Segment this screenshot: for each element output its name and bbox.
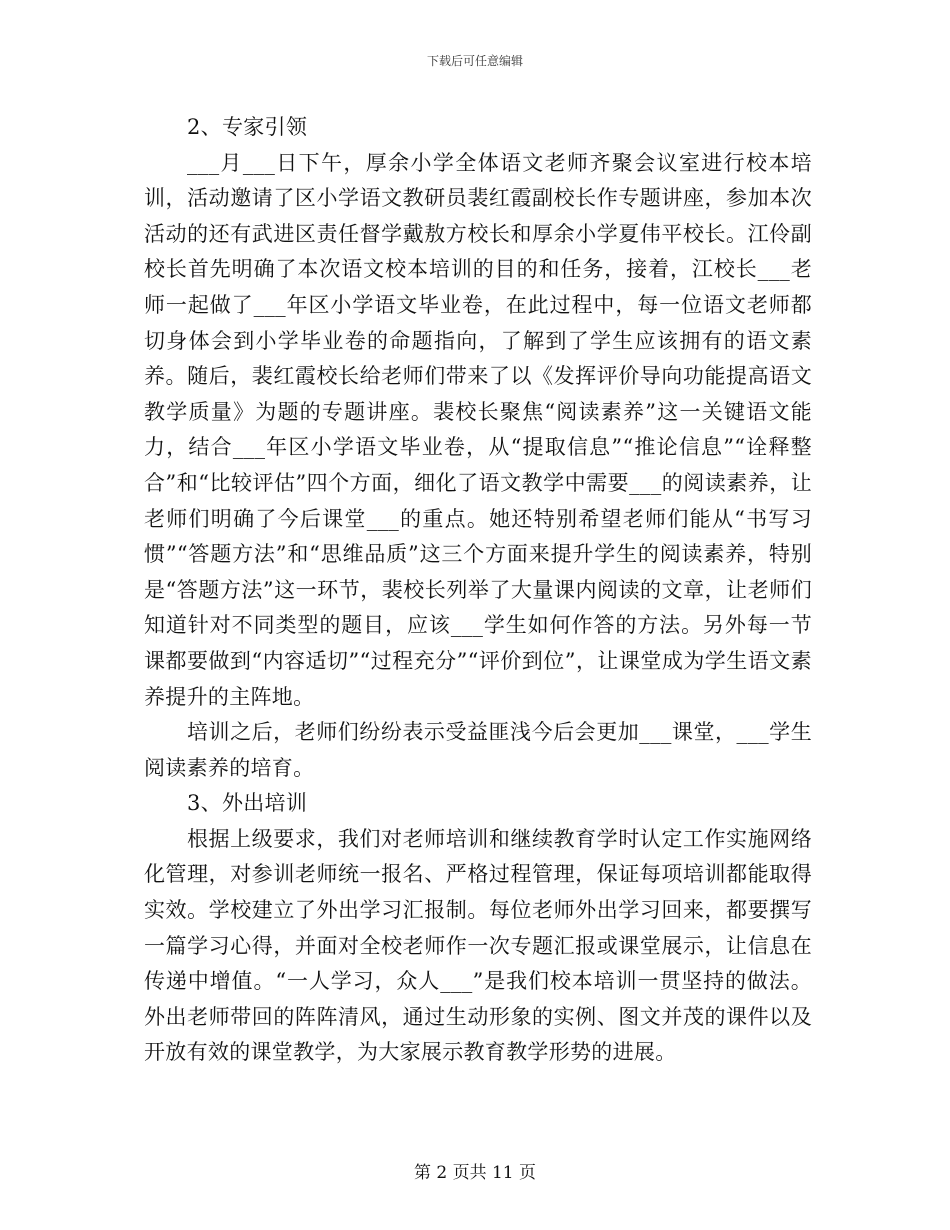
- section-heading-external-training: 3、外出培训: [187, 791, 308, 816]
- page-header-note: 下载后可任意编辑: [426, 54, 523, 68]
- section-heading-expert-guidance: 2、专家引领: [187, 115, 308, 139]
- paragraph-external-training: 根据上级要求，我们对老师培训和继续教育学时认定工作实施网络化管理，对参训老师统一报名、严格过程管理，保证每项培训都能取得实效。学校建立了外出学习汇报制。每位老师外出学习回来，都要撰写一篇学习心得，并面对全校老师作一次专题汇报或课堂展示，让信息在传递中增值。“一人学习，众人___”是我们校本培训一贯坚持的做法。外出老师带回的阵阵清风，通过生动形象的实例、图文并茂的课件以及开放有效的课堂教学，为大家展示教育教学形势的进展。: [144, 826, 812, 1065]
- page-number: 第 2 页共 11 页: [413, 1163, 537, 1183]
- paragraph-training-feedback: 培训之后，老师们纷纷表示受益匪浅今后会更加___课堂，___学生阅读素养的培育。: [144, 720, 812, 780]
- document-body: [144, 110, 812, 1071]
- paragraph-expert-lecture: ___月___日下午，厚余小学全体语文老师齐聚会议室进行校本培训，活动邀请了区小学语文教研员裴红霞副校长作专题讲座，参加本次活动的还有武进区责任督学戴敖方校长和厚余小学夏伟平校长。江伶副校长首先明确了本次语文校本培训的目的和任务，接着，江校长___老师一起做了___年区小学语文毕业卷，在此过程中，每一位语文老师都切身体会到小学毕业卷的命题指向，了解到了学生应该拥有的语文素养。随后，裴红霞校长给老师们带来了以《发挥评价导向功能提高语文教学质量》为题的专题讲座。裴校长聚焦“阅读素养”这一关键语文能力，结合___年区小学语文毕业卷，从“提取信息”“推论信息”“诠释整合”和“比较评估”四个方面，细化了语文教学中需要___的阅读素养，让老师们明确了今后课堂___的重点。她还特别希望老师们能从“书写习惯”“答题方法”和“思维品质”这三个方面来提升学生的阅读素养，特别是“答题方法”这一环节，裴校长列举了大量课内阅读的文章，让老师们知道针对不同类型的题目，应该___学生如何作答的方法。另外每一节课都要做到“内容适切”“过程充分”“评价到位”，让课堂成为学生语文素养提升的主阵地。: [144, 150, 812, 709]
